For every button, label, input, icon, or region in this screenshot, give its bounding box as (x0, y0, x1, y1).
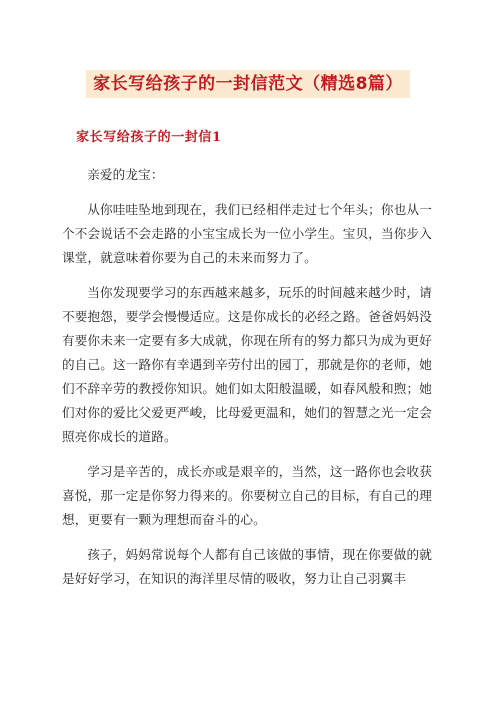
section-heading: 家长写给孩子的一封信1 (76, 130, 222, 145)
document-title: 家长写给孩子的一封信范文（精选8篇） (86, 70, 410, 98)
letter-paragraph: 孩子，妈妈常说每个人都有自己该做的事情，现在你要做的就是好好学习，在知识的海洋里尽情的吸收，努力让自己羽翼丰 (62, 547, 432, 586)
letter-body (62, 163, 432, 602)
letter-salutation: 亲爱的龙宝： (87, 167, 164, 182)
title-container (0, 70, 496, 98)
letter-paragraph: 当你发现要学习的东西越来越多，玩乐的时间越来越少时，请不要抱怨，要学会慢慢适应。这是你成长的必经之路。爸爸妈妈没有要你未来一定要有多大成就，你现在所有的努力都只为成为更好的自己。这一路你有幸遇到辛劳付出的园丁，那就是你的老师，她们不辞辛劳的教授你知识。她们如太阳般温暖，如春风般和煦；她们对你的爱比父爱更严峻，比母爱更温和，她们的智慧之光一定会照亮你成长的道路。 (62, 285, 432, 444)
letter-paragraph: 从你哇哇坠地到现在，我们已经相伴走过七个年头；你也从一个不会说话不会走路的小宝宝成长为一位小学生。宝贝，当你步入课堂，就意味着你要为自己的未来而努力了。 (62, 202, 432, 265)
letter-paragraph: 学习是辛苦的，成长亦或是艰辛的，当然，这一路你也会收获喜悦，那一定是你努力得来的。你要树立自己的目标，有自己的理想，更要有一颗为理想而奋斗的心。 (62, 464, 432, 527)
